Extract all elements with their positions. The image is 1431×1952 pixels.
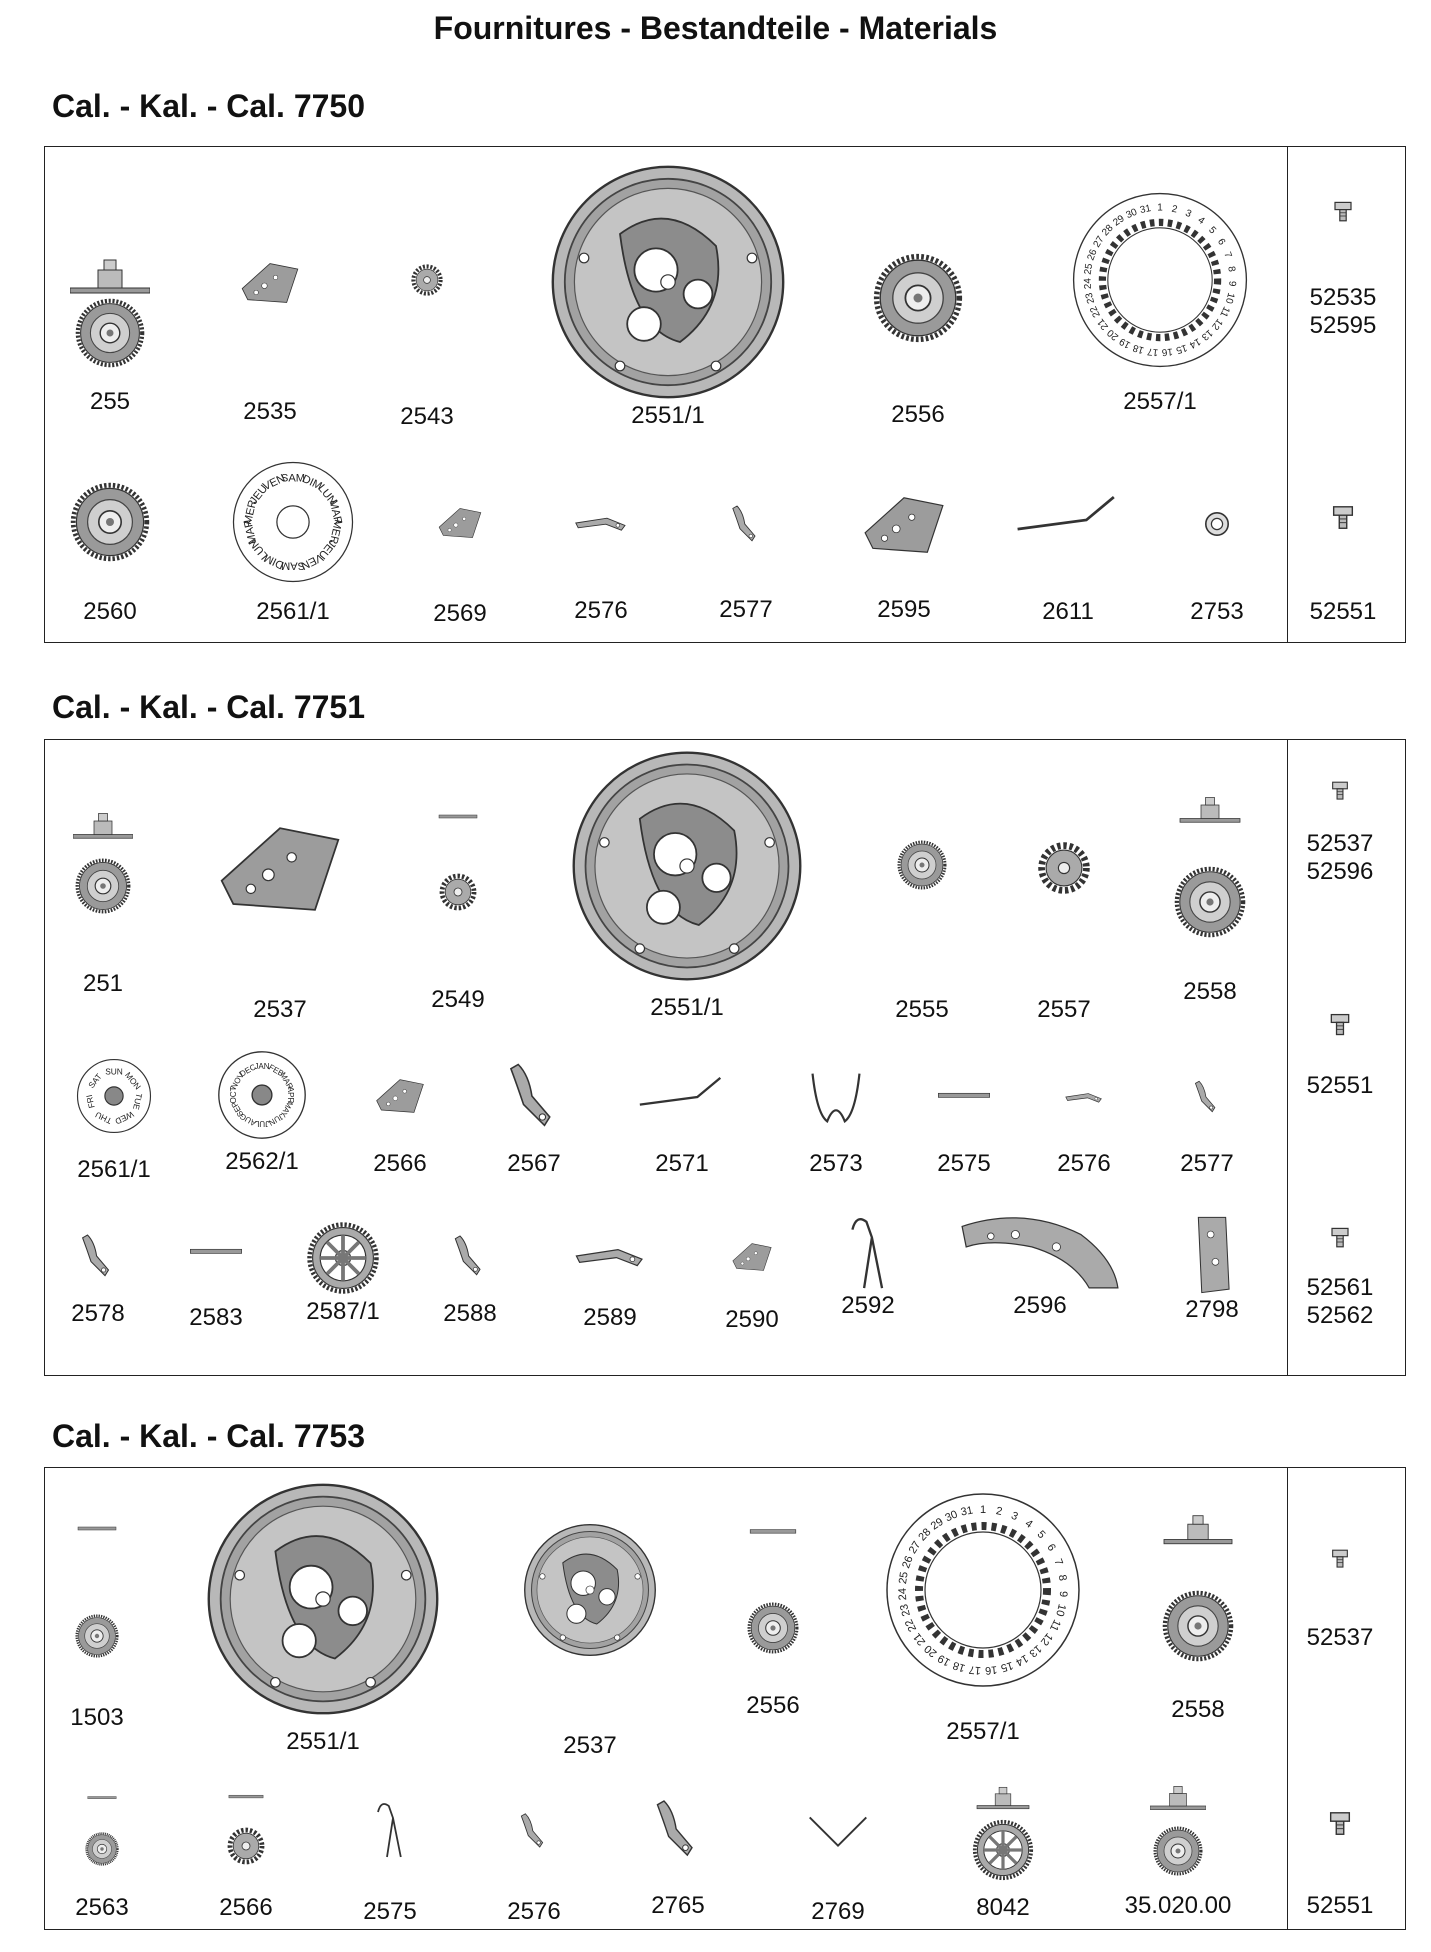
month-label: NOV xyxy=(229,1071,246,1091)
part-2769: 2769 xyxy=(748,1808,928,1926)
part-2566: 2566 xyxy=(156,1792,336,1922)
part-2576: 2576 xyxy=(511,505,691,625)
month-label: JAN xyxy=(254,1062,270,1072)
section-title-7751: Cal. - Kal. - Cal. 7751 xyxy=(52,689,366,725)
date-numeral: 31 xyxy=(1139,203,1153,217)
date-numeral: 8 xyxy=(1225,265,1237,273)
part-2557-1-date-ring: 1 2 3 4 5 6 7 8 9 10 11 12 13 14 15 16 17 18 19 20 21 22 23 24 25 26 27 28 29 30 31 2557/1 xyxy=(873,1490,1093,1746)
part-2558: 2558 xyxy=(1120,796,1300,1006)
month-label: MAY xyxy=(278,1099,295,1119)
date-numeral: 31 xyxy=(959,1504,975,1519)
part-2535: 2535 xyxy=(180,258,360,426)
part-2537: 2537 xyxy=(490,1522,690,1760)
part-2567: 2567 xyxy=(444,1054,624,1178)
date-numeral: 19 xyxy=(935,1651,953,1669)
day-label: VEN xyxy=(298,550,325,572)
part-2560: 2560 xyxy=(20,482,200,626)
part-2557: 2557 xyxy=(974,840,1154,1024)
part-2576: 2576 xyxy=(444,1808,624,1926)
date-numeral: 16 xyxy=(984,1663,998,1677)
part-2563: 2563 xyxy=(12,1794,192,1922)
part-2558: 2558 xyxy=(1108,1514,1288,1724)
date-numeral: 22 xyxy=(1088,304,1103,319)
date-numeral: 28 xyxy=(916,1526,934,1544)
part-2596: 2596 xyxy=(940,1210,1140,1320)
date-numeral: 24 xyxy=(896,1587,910,1601)
part-2543: 2543 xyxy=(337,263,517,431)
date-numeral: 7 xyxy=(1221,250,1234,260)
part-251: 251 xyxy=(13,812,193,998)
part-2573: 2573 xyxy=(746,1070,926,1178)
section-title-7750: Cal. - Kal. - Cal. 7750 xyxy=(52,88,366,124)
part-2575: 2575 xyxy=(874,1088,1054,1178)
month-label: APR xyxy=(285,1086,295,1104)
date-numeral: 30 xyxy=(1124,206,1139,222)
date-numeral: 29 xyxy=(928,1515,946,1533)
screw-group-3: 52537 52596 xyxy=(1280,780,1400,886)
date-numeral: 1 xyxy=(979,1503,987,1516)
day-label: MAR xyxy=(326,498,344,526)
day-label: MER xyxy=(242,498,260,526)
part-255: 255 xyxy=(20,258,200,416)
day-label: TUE xyxy=(130,1092,145,1111)
part-2566: 2566 xyxy=(310,1074,490,1178)
day-label: MON xyxy=(123,1070,144,1092)
month-label: AUG xyxy=(238,1111,258,1128)
part-2611: 2611 xyxy=(978,492,1158,626)
part-2576: 2576 xyxy=(994,1084,1174,1178)
date-numeral: 2 xyxy=(1170,203,1179,216)
day-label: SAM xyxy=(280,559,306,572)
part-2587-1-moon-disc: 2587/1 xyxy=(253,1220,433,1326)
part-2798: 2798 xyxy=(1122,1214,1302,1324)
date-numeral: 21 xyxy=(1095,316,1111,332)
date-numeral: 28 xyxy=(1100,222,1116,239)
date-numeral: 13 xyxy=(1199,326,1215,343)
month-label: FEB xyxy=(267,1062,286,1079)
part-2583: 2583 xyxy=(126,1244,306,1332)
screw-group-6: 52537 xyxy=(1280,1548,1400,1652)
date-numeral: 30 xyxy=(943,1508,960,1525)
date-numeral: 21 xyxy=(911,1630,929,1648)
date-numeral: 23 xyxy=(1083,291,1098,305)
day-label: LUN xyxy=(315,482,339,508)
part-2562-1-month-disc: JAN FEB MAR APR MAY JUN JUL AUG SEP OCT NOV DEC 2562/1 xyxy=(172,1050,352,1176)
date-numeral: 20 xyxy=(1105,326,1121,343)
date-numeral: 5 xyxy=(1034,1528,1048,1542)
date-numeral: 14 xyxy=(1187,335,1203,351)
day-label: WED xyxy=(113,1109,136,1127)
date-numeral: 7 xyxy=(1051,1557,1065,1568)
date-numeral: 22 xyxy=(903,1617,920,1634)
day-label: DIM xyxy=(300,472,324,493)
date-numeral: 12 xyxy=(1037,1630,1055,1648)
part-2577: 2577 xyxy=(656,500,836,624)
part-2589: 2589 xyxy=(520,1232,700,1332)
part-2556: 2556 xyxy=(683,1526,863,1720)
part-2551-1-plate: 2551/1 xyxy=(557,748,817,1022)
date-numeral: 9 xyxy=(1226,280,1238,287)
date-numeral: 26 xyxy=(900,1554,916,1570)
date-numeral: 9 xyxy=(1056,1590,1070,1598)
screw-group-2: 52551 xyxy=(1283,504,1403,626)
part-2575: 2575 xyxy=(300,1800,480,1926)
screw-group-7: 52551 xyxy=(1280,1810,1400,1920)
date-numeral: 6 xyxy=(1214,236,1228,248)
part-2765: 2765 xyxy=(588,1786,768,1920)
month-label: MAR xyxy=(278,1070,295,1091)
date-numeral: 25 xyxy=(1082,262,1096,276)
date-numeral: 15 xyxy=(999,1658,1015,1674)
date-numeral: 26 xyxy=(1085,247,1100,263)
date-numeral: 24 xyxy=(1082,277,1094,290)
part-1503: 1503 xyxy=(7,1524,187,1732)
date-numeral: 16 xyxy=(1161,345,1174,358)
part-2588: 2588 xyxy=(380,1228,560,1328)
section-title-7753: Cal. - Kal. - Cal. 7753 xyxy=(52,1418,366,1454)
date-numeral: 29 xyxy=(1111,213,1127,229)
screw-group-4: 52551 xyxy=(1280,1012,1400,1100)
part-2569: 2569 xyxy=(370,498,550,628)
screw-group-1: 52535 52595 xyxy=(1283,200,1403,340)
date-numeral: 8 xyxy=(1055,1573,1069,1582)
date-numeral: 25 xyxy=(896,1570,911,1585)
date-numeral: 10 xyxy=(1053,1602,1068,1618)
day-label: SAM xyxy=(280,472,306,485)
day-label: JEU xyxy=(315,537,339,562)
part-35-020-00: 35.020.00 xyxy=(1088,1782,1268,1920)
date-numeral: 6 xyxy=(1044,1541,1058,1554)
date-numeral: 4 xyxy=(1195,214,1207,228)
date-numeral: 2 xyxy=(994,1505,1004,1519)
date-numeral: 11 xyxy=(1217,304,1232,319)
part-2549: 2549 xyxy=(368,812,548,1014)
part-2577: 2577 xyxy=(1117,1076,1297,1178)
part-2590: 2590 xyxy=(662,1234,842,1334)
part-2578: 2578 xyxy=(8,1228,188,1328)
month-label: OCT xyxy=(229,1086,239,1104)
date-numeral: 19 xyxy=(1117,335,1133,351)
part-2561-1-day-disc: SUN MON TUE WED THU FRI SAT 2561/1 xyxy=(24,1058,204,1184)
month-label: SEP xyxy=(229,1099,246,1119)
part-2555: 2555 xyxy=(832,840,1012,1024)
page-title: Fournitures - Bestandteile - Materials xyxy=(433,10,998,46)
day-label: THU xyxy=(93,1109,114,1127)
date-numeral: 12 xyxy=(1209,316,1225,332)
part-2551-1-plate: 2551/1 xyxy=(193,1480,453,1756)
date-numeral: 1 xyxy=(1157,202,1163,214)
day-label: JEU xyxy=(247,482,271,507)
part-8042: 8042 xyxy=(913,1786,1093,1922)
date-numeral: 11 xyxy=(1046,1617,1063,1634)
date-numeral: 14 xyxy=(1013,1651,1031,1669)
day-label: VEN xyxy=(261,472,288,494)
date-numeral: 13 xyxy=(1026,1642,1044,1660)
date-numeral: 15 xyxy=(1174,341,1189,356)
part-2592: 2592 xyxy=(778,1214,958,1320)
month-label: DEC xyxy=(238,1062,258,1079)
date-numeral: 4 xyxy=(1022,1517,1035,1531)
date-numeral: 23 xyxy=(898,1602,913,1618)
date-numeral: 17 xyxy=(968,1663,982,1677)
date-numeral: 3 xyxy=(1009,1509,1020,1524)
day-label: FRI xyxy=(83,1093,97,1110)
part-2561-1-day-disc: SAM DIM LUN MAR MER JEU VEN SAM DIM LUN MAR MER JEU VEN 2561/1 xyxy=(203,460,383,626)
day-label: SUN xyxy=(105,1066,123,1077)
part-2595: 2595 xyxy=(814,490,994,624)
day-label: LUN xyxy=(247,536,271,562)
date-numeral: 27 xyxy=(906,1539,924,1557)
date-numeral: 20 xyxy=(922,1642,940,1660)
date-numeral: 18 xyxy=(1131,341,1146,356)
month-label: JUL xyxy=(254,1118,270,1128)
day-label: MER xyxy=(326,518,344,546)
screw-group-5: 52561 52562 xyxy=(1280,1226,1400,1330)
part-2557-1-date-ring: 1 2 3 4 5 6 7 8 9 10 11 12 13 14 15 16 17 18 19 20 21 22 23 24 25 26 27 28 29 30 31 2557/1 xyxy=(1060,190,1260,416)
day-label: SAT xyxy=(86,1071,104,1091)
day-label: MAR xyxy=(242,518,260,546)
part-2551-1-plate: 2551/1 xyxy=(538,162,798,430)
date-numeral: 5 xyxy=(1206,224,1219,237)
part-2571: 2571 xyxy=(592,1072,772,1178)
part-2753: 2753 xyxy=(1127,508,1307,626)
part-2556: 2556 xyxy=(828,253,1008,429)
date-numeral: 3 xyxy=(1183,207,1194,221)
date-numeral: 27 xyxy=(1091,234,1107,250)
month-label: JUN xyxy=(267,1111,286,1128)
day-label: DIM xyxy=(262,551,286,572)
date-numeral: 18 xyxy=(951,1658,967,1674)
date-numeral: 17 xyxy=(1146,345,1159,358)
date-numeral: 10 xyxy=(1222,291,1237,305)
part-2537: 2537 xyxy=(190,806,370,1024)
